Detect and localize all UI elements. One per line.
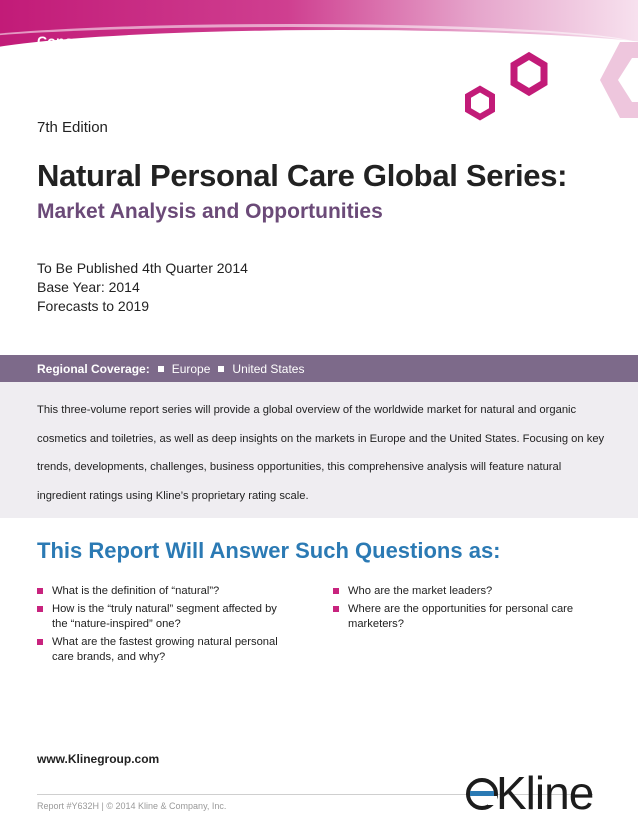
edition-label: 7th Edition	[37, 119, 108, 136]
bullet-icon	[37, 588, 43, 594]
question-item: Where are the opportunities for personal care marketers?	[333, 602, 591, 632]
region-europe: Europe	[171, 362, 211, 376]
regional-coverage-bar	[0, 355, 638, 382]
page-subtitle: Market Analysis and Opportunities	[37, 200, 383, 223]
bullet-icon	[333, 588, 339, 594]
region-united-states: United States	[232, 362, 305, 376]
hexagon-medium-icon	[514, 56, 544, 92]
kline-e-icon	[466, 778, 498, 810]
page-title: Natural Personal Care Global Series:	[37, 158, 568, 193]
bullet-icon	[37, 606, 43, 612]
logo-wordmark: Kline	[496, 767, 594, 819]
bullet-icon	[218, 366, 224, 372]
publication-date: To Be Published 4th Quarter 2014	[37, 260, 248, 276]
question-item: What are the fastest growing natural personal care brands, and why?	[37, 635, 295, 665]
questions-left-list	[37, 584, 295, 668]
bullet-icon	[37, 639, 43, 645]
intro-paragraph: This three-volume report series will provide a global overview of the worldwide market for natural and organic cosmetics and toiletries, as well as deep insights on the markets in Europe and the United States. Focusing on key trends, developments, challenges, business opportunities, this comprehensive analysis will feature natural ingredient ratings using Kline’s proprietary rating scale.	[37, 404, 605, 502]
hexagon-small-icon	[468, 89, 492, 117]
hexagon-graphic	[440, 20, 638, 170]
base-year: Base Year: 2014	[37, 279, 140, 295]
website-link[interactable]: www.Klinegroup.com	[37, 752, 160, 766]
question-item: How is the “truly natural” segment affected by the “nature-inspired” one?	[37, 602, 295, 632]
coverage-label: Regional Coverage:	[37, 362, 150, 376]
bullet-icon	[158, 366, 164, 372]
forecast-range: Forecasts to 2019	[37, 298, 150, 314]
report-number-copyright: Report #Y632H | © 2014 Kline & Company, Inc.	[37, 801, 227, 811]
questions-right-list	[333, 584, 591, 635]
question-item: What is the definition of “natural”?	[37, 584, 295, 599]
bullet-icon	[333, 606, 339, 612]
section-label: Consumer Products	[37, 33, 175, 49]
kline-logo	[466, 764, 616, 820]
questions-heading: This Report Will Answer Such Questions as:	[37, 538, 501, 563]
question-item: Who are the market leaders?	[333, 584, 591, 599]
intro-panel	[0, 382, 638, 518]
publication-info	[37, 259, 248, 316]
